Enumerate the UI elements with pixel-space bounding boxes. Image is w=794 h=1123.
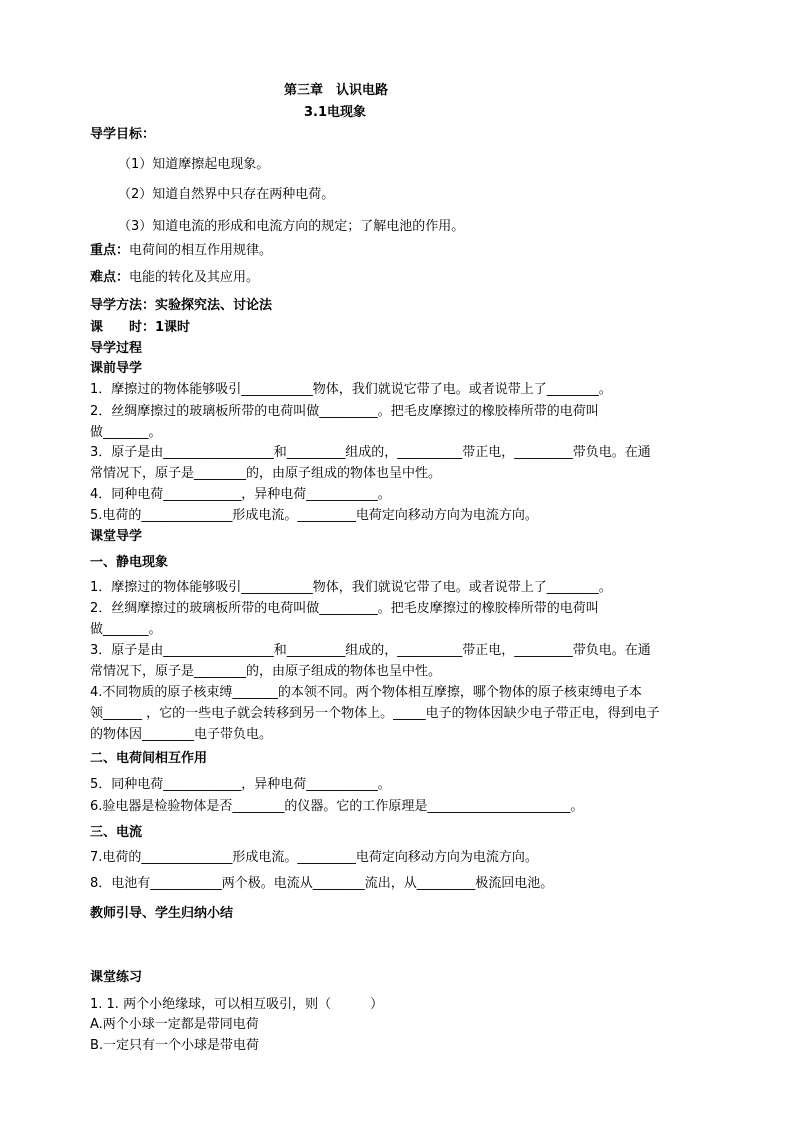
practice-question: 1. 1. 两个小绝缘球，可以相互吸引，则（ ） bbox=[90, 997, 384, 1012]
practice-option: B.一定只有一个小球是带电荷 bbox=[90, 1038, 260, 1053]
sec1-line: 的物体因________电子带负电。 bbox=[90, 727, 273, 742]
in-class-heading: 课堂导学 bbox=[90, 529, 143, 544]
pre-class-line: 做_______。 bbox=[90, 425, 162, 440]
pre-class-line: 常情况下，原子是________的，由原子组成的物体也呈中性。 bbox=[90, 466, 442, 481]
sec1-line: 1．摩擦过的物体能够吸引___________物体，我们就说它带了电。或者说带上了________。 bbox=[90, 580, 612, 595]
sec3-line: 8．电池有___________两个极。电流从________流出，从_________极流回电池。 bbox=[90, 876, 554, 891]
difficult-point-label: 难点： bbox=[90, 270, 130, 285]
hours-line: 课 时：1课时 bbox=[90, 320, 191, 335]
method-line: 导学方法：实验探究法、讨论法 bbox=[90, 298, 273, 313]
sec1-line: 领______ ，它的一些电子就会转移到另一个物体上。_____电子的物体因缺少电子带正电，得到电子 bbox=[90, 706, 660, 721]
sec2-line: 6.验电器是检验物体是否________的仪器。它的工作原理是______________________。 bbox=[90, 799, 584, 814]
pre-class-line: 3．原子是由_________________和_________组成的，__________带正电，_________带负电。在通 bbox=[90, 445, 651, 460]
process-heading: 导学过程 bbox=[90, 341, 143, 356]
section-heading: 三、电流 bbox=[90, 825, 143, 840]
pre-class-line: 5.电荷的______________形成电流。_________电荷定向移动方向为电流方向。 bbox=[90, 508, 538, 523]
sec1-line: 2．丝绸摩擦过的玻璃板所带的电荷叫做_________。把毛皮摩擦过的橡胶棒所带的电荷叫 bbox=[90, 601, 599, 616]
goals-heading: 导学目标： bbox=[90, 127, 156, 142]
sec1-line: 3．原子是由_________________和_________组成的，__________带正电，_________带负电。在通 bbox=[90, 643, 651, 658]
key-point-label: 重点： bbox=[90, 243, 130, 258]
goal-item: （1）知道摩擦起电现象。 bbox=[118, 157, 270, 172]
practice-heading: 课堂练习 bbox=[90, 970, 143, 985]
practice-option: A.两个小球一定都是带同电荷 bbox=[90, 1017, 259, 1032]
chapter-title: 第三章 认识电路 bbox=[284, 83, 389, 98]
goal-item: （3）知道电流的形成和电流方向的规定；了解电池的作用。 bbox=[118, 219, 465, 234]
summary-heading: 教师引导、学生归纳小结 bbox=[90, 906, 234, 921]
sec1-line: 做_______。 bbox=[90, 622, 162, 637]
pre-class-line: 4．同种电荷____________，异种电荷___________。 bbox=[90, 487, 391, 502]
sec1-line: 常情况下，原子是________的，由原子组成的物体也呈中性。 bbox=[90, 664, 442, 679]
difficult-point bbox=[90, 270, 259, 286]
pre-class-line: 1．摩擦过的物体能够吸引___________物体，我们就说它带了电。或者说带上了________。 bbox=[90, 382, 612, 397]
pre-class-line: 2．丝绸摩擦过的玻璃板所带的电荷叫做_________。把毛皮摩擦过的橡胶棒所带的电荷叫 bbox=[90, 404, 599, 419]
section-heading: 二、电荷间相互作用 bbox=[90, 751, 208, 766]
sec3-line: 7.电荷的______________形成电流。_________电荷定向移动方向为电流方向。 bbox=[90, 850, 538, 865]
section-title: 3.1电现象 bbox=[304, 105, 367, 120]
difficult-point-text: 电能的转化及其应用。 bbox=[129, 270, 260, 285]
goal-item: （2）知道自然界中只存在两种电荷。 bbox=[118, 187, 335, 202]
section-heading: 一、静电现象 bbox=[90, 555, 169, 570]
sec2-line: 5．同种电荷____________，异种电荷___________。 bbox=[90, 777, 391, 792]
key-point bbox=[90, 243, 272, 259]
key-point-text: 电荷间的相互作用规律。 bbox=[129, 243, 273, 258]
sec1-line: 4.不同物质的原子核束缚_______的本领不同。两个物体相互摩擦，哪个物体的原子核束缚电子本 bbox=[90, 685, 642, 700]
pre-class-heading: 课前导学 bbox=[90, 361, 143, 376]
